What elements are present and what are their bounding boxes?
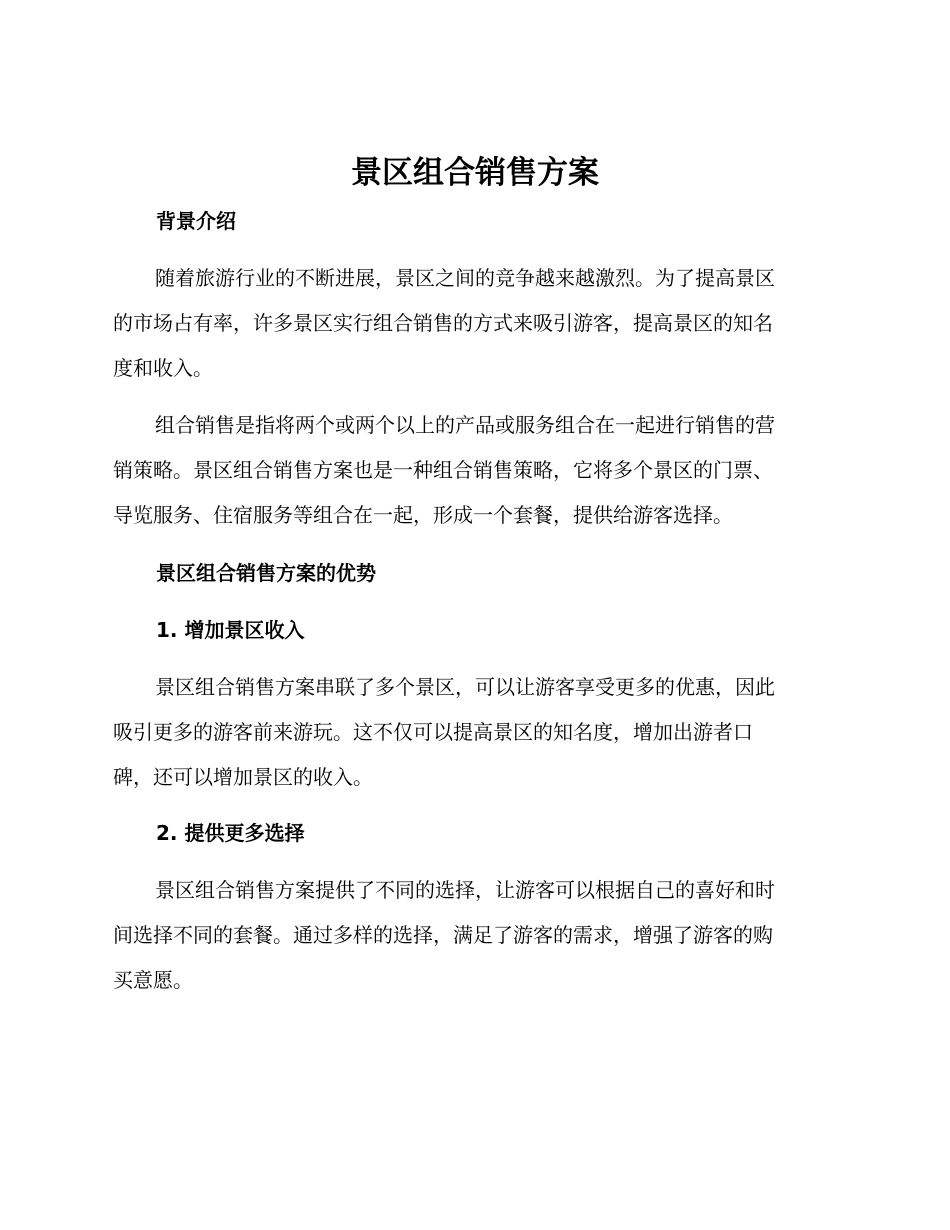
paragraph-line: 导览服务、住宿服务等组合在一起，形成一个套餐，提供给游客选择。 [113, 503, 733, 527]
paragraph-line: 销策略。景区组合销售方案也是一种组合销售策略，它将多个景区的门票、 [113, 458, 773, 482]
paragraph-line: 间选择不同的套餐。通过多样的选择，满足了游客的需求，增强了游客的购 [113, 923, 773, 947]
paragraph-background-1 [113, 256, 831, 391]
document-title: 景区组合销售方案 [351, 155, 599, 191]
section-heading-background: 背景介绍 [156, 209, 236, 233]
paragraph-background-2 [113, 403, 831, 538]
paragraph-line: 碑，还可以增加景区的收入。 [113, 765, 373, 789]
subsection-heading-increase-revenue: 1. 增加景区收入 [156, 618, 305, 642]
paragraph-line: 景区组合销售方案提供了不同的选择，让游客可以根据自己的喜好和时 [155, 878, 775, 902]
paragraph-line: 随着旅游行业的不断进展，景区之间的竞争越来越激烈。为了提高景区 [155, 266, 775, 290]
paragraph-line: 的市场占有率，许多景区实行组合销售的方式来吸引游客，提高景区的知名 [113, 311, 773, 335]
subsection-heading-more-choices: 2. 提供更多选择 [156, 821, 305, 845]
paragraph-line: 组合销售是指将两个或两个以上的产品或服务组合在一起进行销售的营 [155, 413, 775, 437]
paragraph-line: 买意愿。 [113, 968, 193, 992]
paragraph-increase-revenue [113, 665, 831, 800]
paragraph-line: 景区组合销售方案串联了多个景区，可以让游客享受更多的优惠，因此 [155, 675, 775, 699]
paragraph-line: 吸引更多的游客前来游玩。这不仅可以提高景区的知名度，增加出游者口 [113, 720, 753, 744]
paragraph-line: 度和收入。 [113, 356, 213, 380]
section-heading-advantages: 景区组合销售方案的优势 [156, 561, 376, 585]
paragraph-more-choices [113, 868, 831, 1003]
